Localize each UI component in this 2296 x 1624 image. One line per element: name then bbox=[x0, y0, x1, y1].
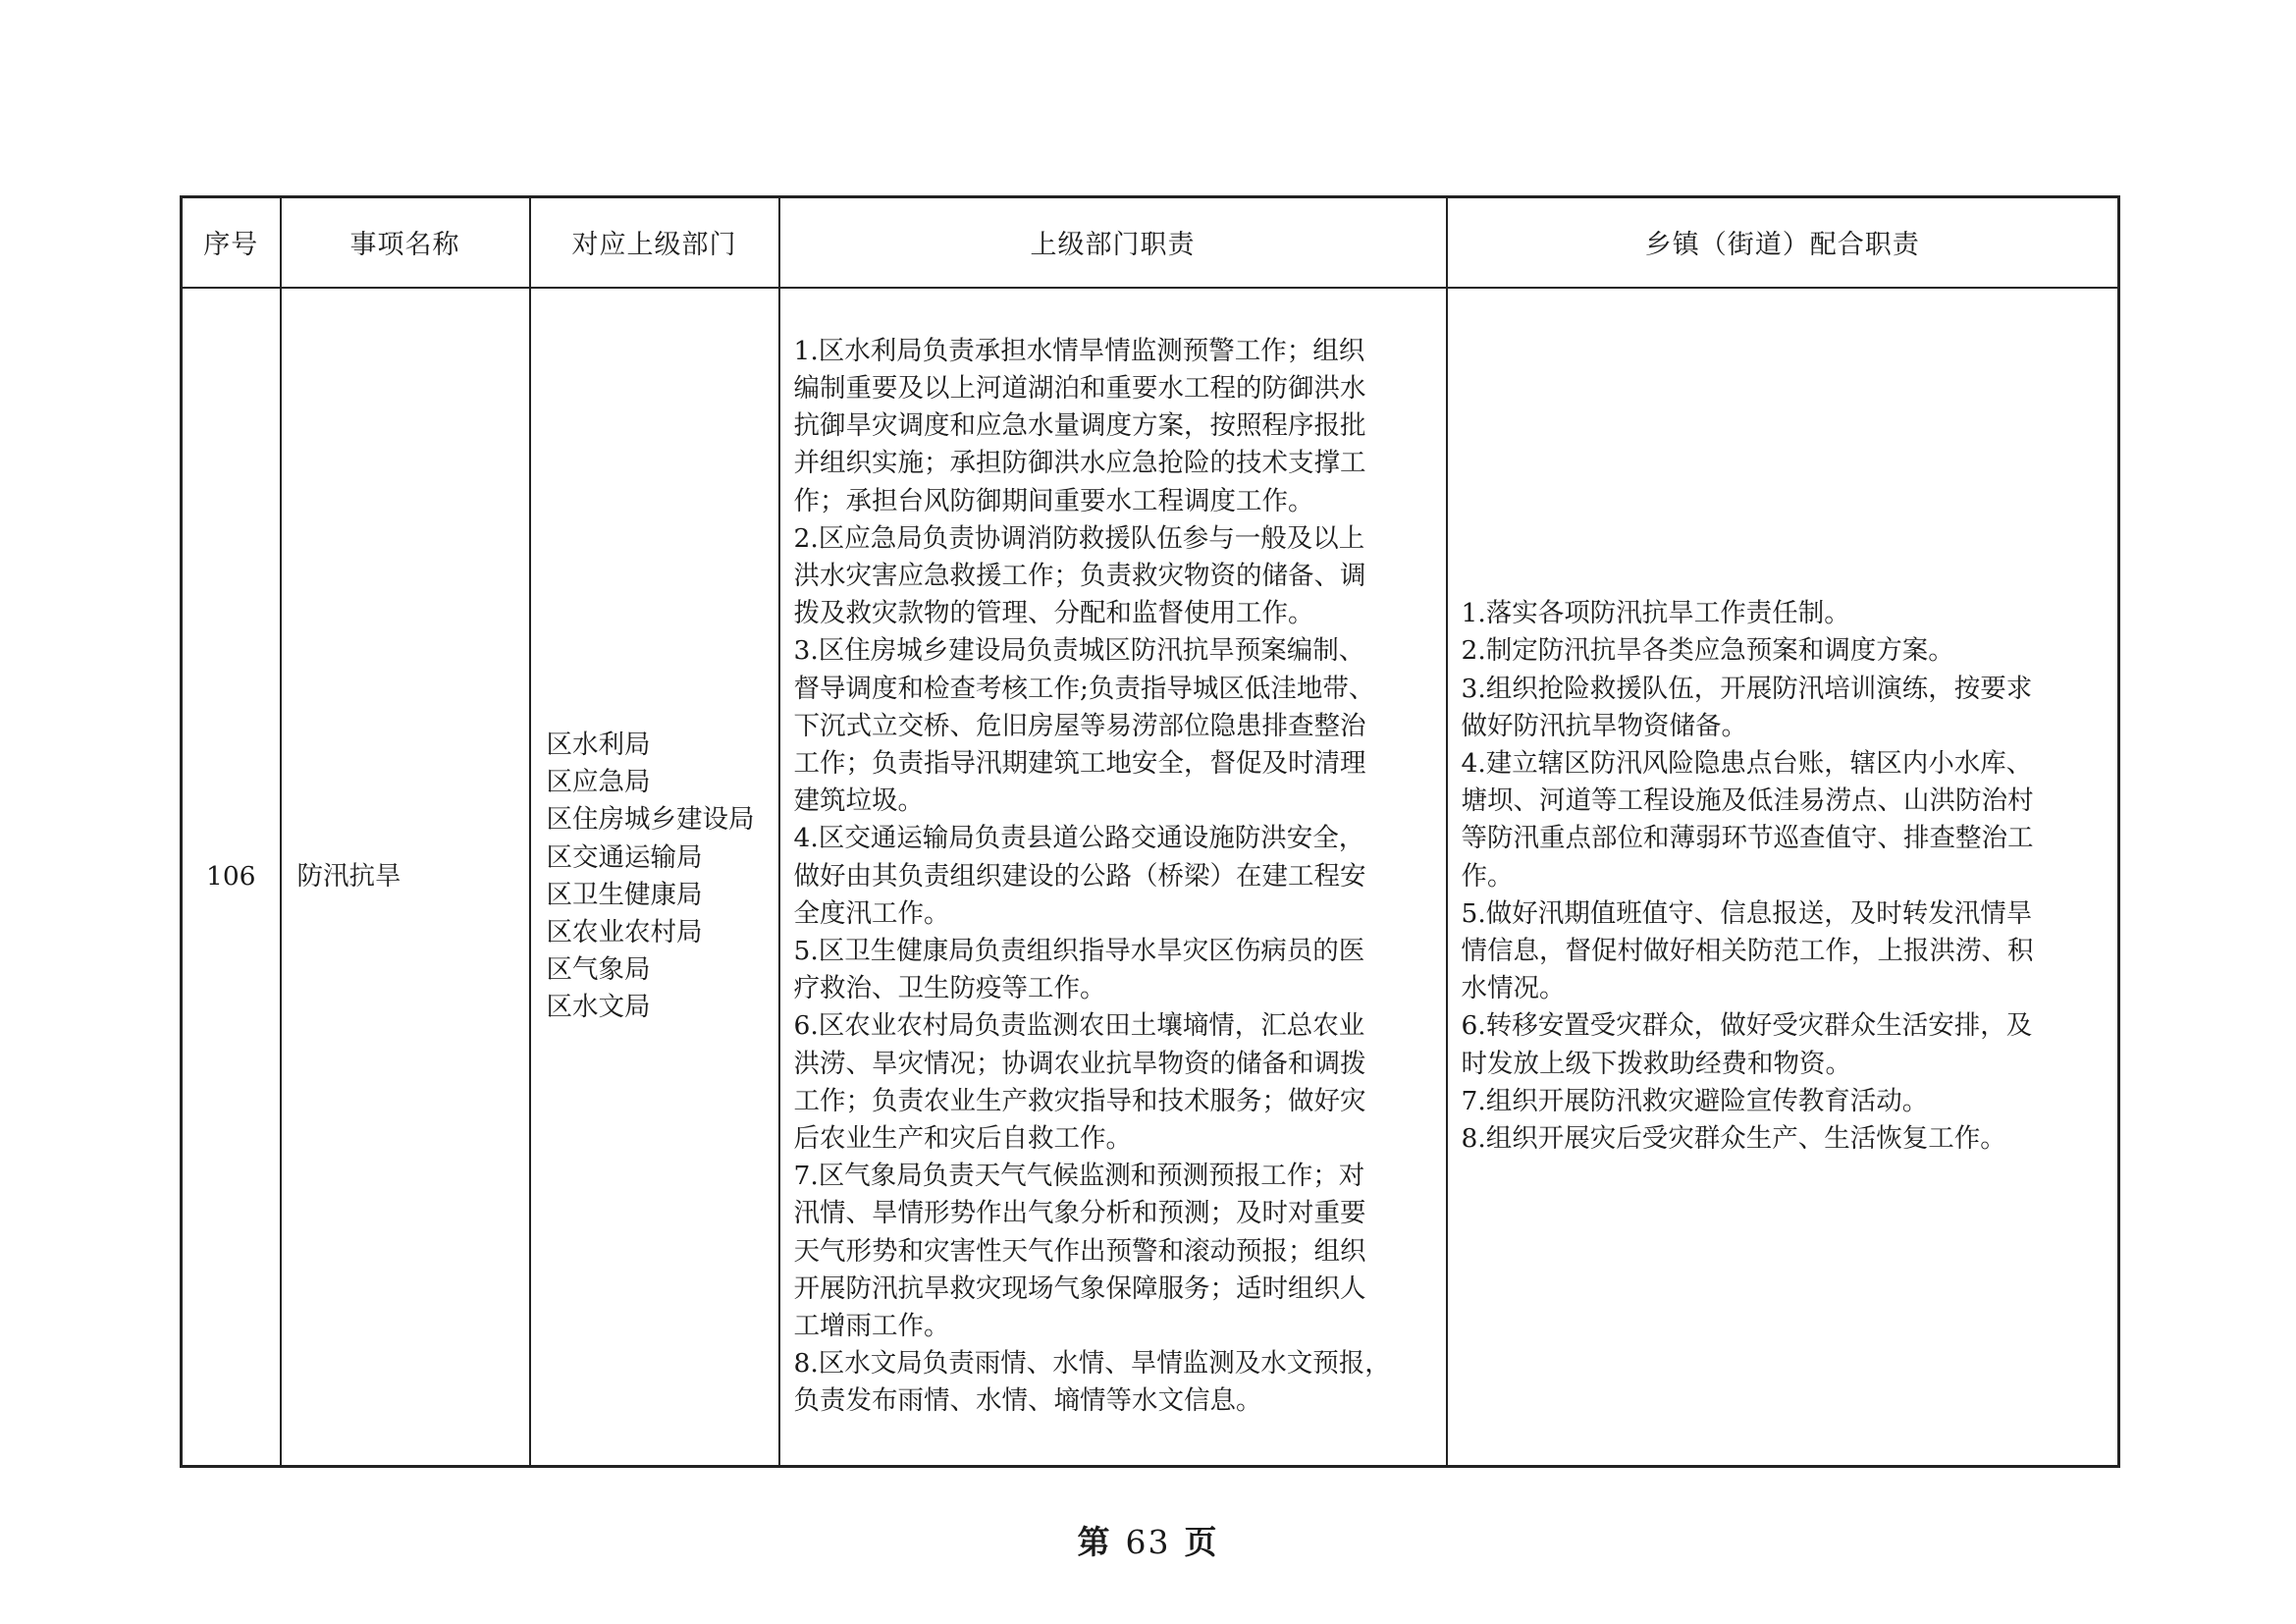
header-superior-duties: 上级部门职责 bbox=[779, 197, 1447, 288]
duty-line: 建筑垃圾。 bbox=[793, 785, 924, 817]
duty-line: 下沉式立交桥、危旧房屋等易涝部位隐患排查整治 bbox=[793, 710, 1366, 741]
town-duty-line: 作。 bbox=[1461, 860, 1514, 892]
table-row bbox=[182, 288, 2119, 1467]
town-duty-line: 等防汛重点部位和薄弱环节巡查值守、排查整治工 bbox=[1461, 823, 2034, 854]
duty-line: 疗救治、卫生防疫等工作。 bbox=[793, 973, 1106, 1004]
dept-line: 区水利局 bbox=[546, 729, 651, 760]
duty-line: 洪水灾害应急救援工作；负责救灾物资的储备、调 bbox=[793, 561, 1366, 592]
header-superior-dept: 对应上级部门 bbox=[530, 197, 779, 288]
cell-seq: 106 bbox=[182, 288, 281, 1467]
town-duty-line: 3.组织抢险救援队伍，开展防汛培训演练，按要求 bbox=[1461, 673, 2033, 704]
responsibility-table bbox=[180, 195, 2120, 1468]
dept-line: 区水文局 bbox=[546, 992, 651, 1023]
header-seq: 序号 bbox=[182, 197, 281, 288]
duty-line: 5.区卫生健康局负责组织指导水旱灾区伤病员的医 bbox=[793, 936, 1365, 967]
town-duty-line: 做好防汛抗旱物资储备。 bbox=[1461, 710, 1747, 741]
page-number: 63 bbox=[1125, 1523, 1171, 1561]
dept-line: 区住房城乡建设局 bbox=[546, 804, 755, 836]
footer-prefix: 第 bbox=[1077, 1523, 1112, 1561]
duty-line: 编制重要及以上河道湖泊和重要水工程的防御洪水 bbox=[793, 373, 1366, 404]
duty-line: 拨及救灾款物的管理、分配和监督使用工作。 bbox=[793, 598, 1314, 629]
duty-line: 全度汛工作。 bbox=[793, 897, 950, 929]
table-header-row bbox=[182, 197, 2119, 288]
duty-line: 1.区水利局负责承担水情旱情监测预警工作；组织 bbox=[793, 335, 1365, 366]
footer-suffix: 页 bbox=[1184, 1523, 1219, 1561]
duty-line: 并组织实施；承担防御洪水应急抢险的技术支撑工 bbox=[793, 448, 1366, 479]
town-duty-line: 4.建立辖区防汛风险隐患点台账，辖区内小水库、 bbox=[1461, 748, 2033, 780]
duty-line: 汛情、旱情形势作出气象分析和预测；及时对重要 bbox=[793, 1198, 1366, 1229]
header-item-name: 事项名称 bbox=[281, 197, 530, 288]
duty-line: 开展防汛抗旱救灾现场气象保障服务；适时组织人 bbox=[793, 1272, 1366, 1304]
town-duty-line: 5.做好汛期值班值守、信息报送，及时转发汛情旱 bbox=[1461, 897, 2033, 929]
duty-line: 做好由其负责组织建设的公路（桥梁）在建工程安 bbox=[793, 860, 1366, 892]
duty-line: 洪涝、旱灾情况；协调农业抗旱物资的储备和调拨 bbox=[793, 1048, 1366, 1079]
cell-superior-duties bbox=[779, 288, 1447, 1467]
dept-line: 区交通运输局 bbox=[546, 841, 703, 873]
town-duty-line: 6.转移安置受灾群众，做好受灾群众生活安排，及 bbox=[1461, 1010, 2033, 1042]
town-duty-line: 情信息，督促村做好相关防范工作，上报洪涝、积 bbox=[1461, 936, 2034, 967]
town-duty-line: 1.落实各项防汛抗旱工作责任制。 bbox=[1461, 598, 1850, 629]
dept-line: 区农业农村局 bbox=[546, 916, 703, 947]
duty-line: 督导调度和检查考核工作;负责指导城区低洼地带、 bbox=[793, 673, 1375, 704]
town-duty-line: 2.制定防汛抗旱各类应急预案和调度方案。 bbox=[1461, 635, 1954, 667]
dept-line: 区卫生健康局 bbox=[546, 879, 703, 910]
duty-line: 负责发布雨情、水情、墒情等水文信息。 bbox=[793, 1385, 1262, 1417]
duty-line: 天气形势和灾害性天气作出预警和滚动预报；组织 bbox=[793, 1235, 1366, 1267]
duty-line: 抗御旱灾调度和应急水量调度方案，按照程序报批 bbox=[793, 410, 1366, 442]
cell-item-name: 防汛抗旱 bbox=[281, 288, 530, 1467]
town-duty-line: 7.组织开展防汛救灾避险宣传教育活动。 bbox=[1461, 1085, 1929, 1116]
town-duty-line: 8.组织开展灾后受灾群众生产、生活恢复工作。 bbox=[1461, 1123, 2006, 1155]
duty-line: 作；承担台风防御期间重要水工程调度工作。 bbox=[793, 485, 1314, 516]
duty-line: 工作；负责农业生产救灾指导和技术服务；做好灾 bbox=[793, 1085, 1366, 1116]
cell-town-duties bbox=[1447, 288, 2119, 1467]
duty-line: 工增雨工作。 bbox=[793, 1311, 950, 1342]
dept-line: 区应急局 bbox=[546, 767, 651, 798]
duty-line: 8.区水文局负责雨情、水情、旱情监测及水文预报， bbox=[793, 1348, 1391, 1380]
header-town-duties: 乡镇（街道）配合职责 bbox=[1447, 197, 2119, 288]
town-duty-line: 水情况。 bbox=[1461, 973, 1566, 1004]
cell-superior-depts bbox=[530, 288, 779, 1467]
town-duty-line: 塘坝、河道等工程设施及低洼易涝点、山洪防治村 bbox=[1461, 785, 2034, 817]
duty-line: 4.区交通运输局负责县道公路交通设施防洪安全， bbox=[793, 823, 1365, 854]
duty-line: 工作；负责指导汛期建筑工地安全，督促及时清理 bbox=[793, 748, 1366, 780]
duty-line: 3.区住房城乡建设局负责城区防汛抗旱预案编制、 bbox=[793, 635, 1365, 667]
duty-line: 6.区农业农村局负责监测农田土壤墒情，汇总农业 bbox=[793, 1010, 1365, 1042]
page-footer bbox=[0, 1517, 2296, 1563]
duty-line: 2.区应急局负责协调消防救援队伍参与一般及以上 bbox=[793, 522, 1365, 554]
dept-line: 区气象局 bbox=[546, 954, 651, 986]
duty-line: 后农业生产和灾后自救工作。 bbox=[793, 1123, 1132, 1155]
duty-line: 7.区气象局负责天气气候监测和预测预报工作；对 bbox=[793, 1161, 1365, 1192]
town-duty-line: 时发放上级下拨救助经费和物资。 bbox=[1461, 1048, 1851, 1079]
